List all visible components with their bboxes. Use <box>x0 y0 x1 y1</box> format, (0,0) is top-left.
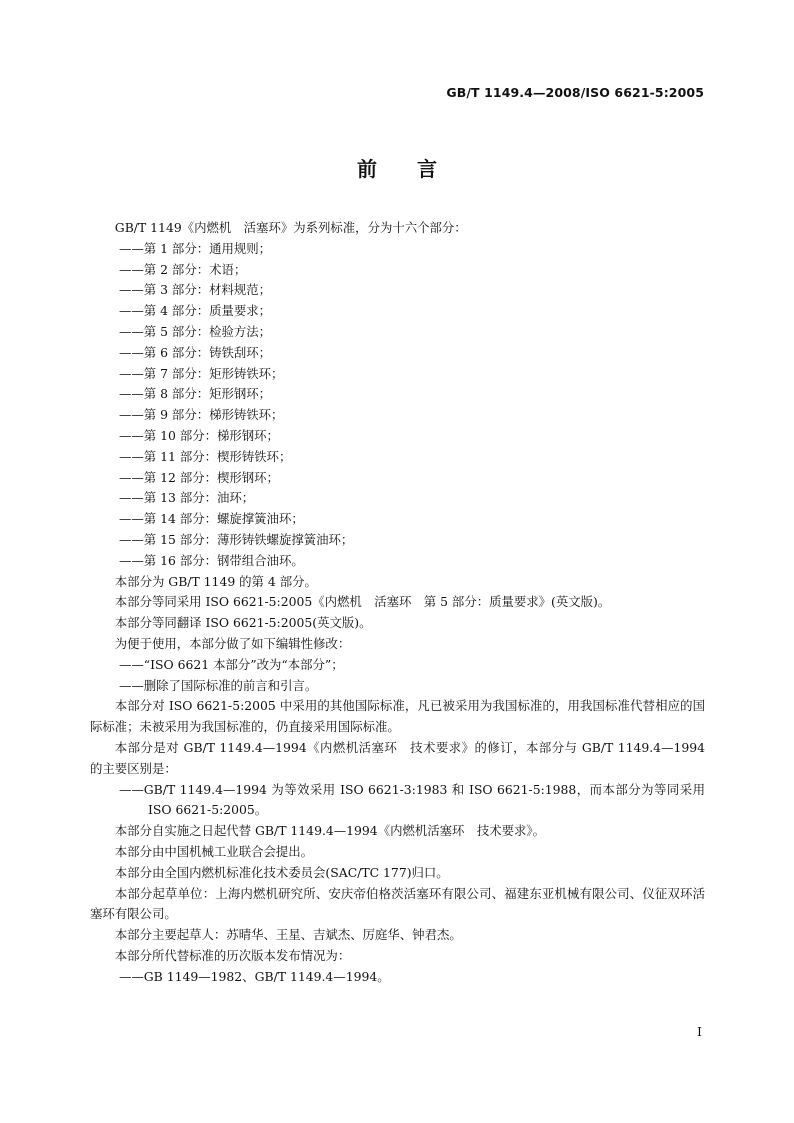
list-item: ——第 2 部分：术语； <box>119 261 247 277</box>
list-item: ——第 1 部分：通用规则； <box>119 240 272 256</box>
list-item: ——第 11 部分：楔形铸铁环； <box>119 448 292 464</box>
list-item: ——第 3 部分：材料规范； <box>119 282 272 298</box>
page-title: 前 言 <box>357 157 437 181</box>
list-item: ——第 9 部分：梯形铸铁环； <box>119 407 284 423</box>
drafting-units-paragraph: 本部分起草单位：上海内燃机研究所、安庆帝伯格茨活塞环有限公司、福建东亚机械有限公司、仪征双环活塞环有限公司。 <box>90 885 705 922</box>
history-item: ——GB 1149—1982、GB/T 1149.4—1994。 <box>119 968 390 984</box>
list-item: ——第 5 部分：检验方法； <box>119 323 272 339</box>
page-number: I <box>697 1024 702 1039</box>
list-item: ——“ISO 6621 本部分”改为“本部分”； <box>119 656 344 672</box>
revision-paragraph: 本部分是对 GB/T 1149.4—1994《内燃机活塞环 技术要求》的修订，本部分与 GB/T 1149.4—1994 的主要区别是： <box>90 739 705 776</box>
foreword-body <box>90 218 705 987</box>
history-intro-paragraph: 本部分所代替标准的历次版本发布情况为： <box>114 947 351 963</box>
list-item: ——第 14 部分：螺旋撑簧油环； <box>119 511 304 527</box>
edit-intro-paragraph: 为便于使用，本部分做了如下编辑性修改： <box>114 635 351 651</box>
list-item: ——第 15 部分：薄形铸铁螺旋撑簧油环； <box>119 531 354 547</box>
list-item: ——第 6 部分：铸铁刮环； <box>119 344 272 360</box>
part-of-paragraph: 本部分为 GB/T 1149 的第 4 部分。 <box>114 573 317 589</box>
list-item: ——删除了国际标准的前言和引言。 <box>119 677 318 693</box>
drafters-paragraph: 本部分主要起草人：苏晴华、王星、吉斌杰、厉庭华、钟君杰。 <box>114 927 462 943</box>
equivalent-paragraph: 本部分等同采用 ISO 6621-5:2005《内燃机 活塞环 第 5 部分：质量要求》(英文版)。 <box>114 594 611 610</box>
proposed-paragraph: 本部分由中国机械工业联合会提出。 <box>114 843 314 859</box>
difference-item: ——GB/T 1149.4—1994 为等效采用 ISO 6621-3:1983 和 ISO 6621-5:1988，而本部分为等同采用 ISO 6621-5:2005。 <box>119 781 705 818</box>
translation-paragraph: 本部分等同翻译 ISO 6621-5:2005(英文版)。 <box>114 615 372 631</box>
standard-code-header: GB/T 1149.4—2008/ISO 6621-5:2005 <box>446 85 704 100</box>
managed-paragraph: 本部分由全国内燃机标准化技术委员会(SAC/TC 177)归口。 <box>114 864 449 880</box>
list-item: ——第 10 部分：梯形钢环； <box>119 427 279 443</box>
list-item: ——第 8 部分：矩形钢环； <box>119 386 272 402</box>
edits-list <box>90 655 705 697</box>
other-standards-paragraph: 本部分对 ISO 6621-5:2005 中采用的其他国际标准，凡已被采用为我国标准的，用我国标准代替相应的国际标准；未被采用为我国标准的，仍直接采用国际标准。 <box>90 698 705 735</box>
list-item: ——第 16 部分：钢带组合油环。 <box>119 552 304 568</box>
list-item: ——第 4 部分：质量要求； <box>119 303 272 319</box>
list-item: ——第 12 部分：楔形钢环； <box>119 469 279 485</box>
intro-paragraph: GB/T 1149《内燃机 活塞环》为系列标准，分为十六个部分： <box>114 220 467 235</box>
list-item: ——第 13 部分：油环； <box>119 490 255 506</box>
parts-list <box>90 239 705 572</box>
list-item: ——第 7 部分：矩形铸铁环； <box>119 365 284 381</box>
replaces-paragraph: 本部分自实施之日起代替 GB/T 1149.4—1994《内燃机活塞环 技术要求》。 <box>114 823 545 839</box>
